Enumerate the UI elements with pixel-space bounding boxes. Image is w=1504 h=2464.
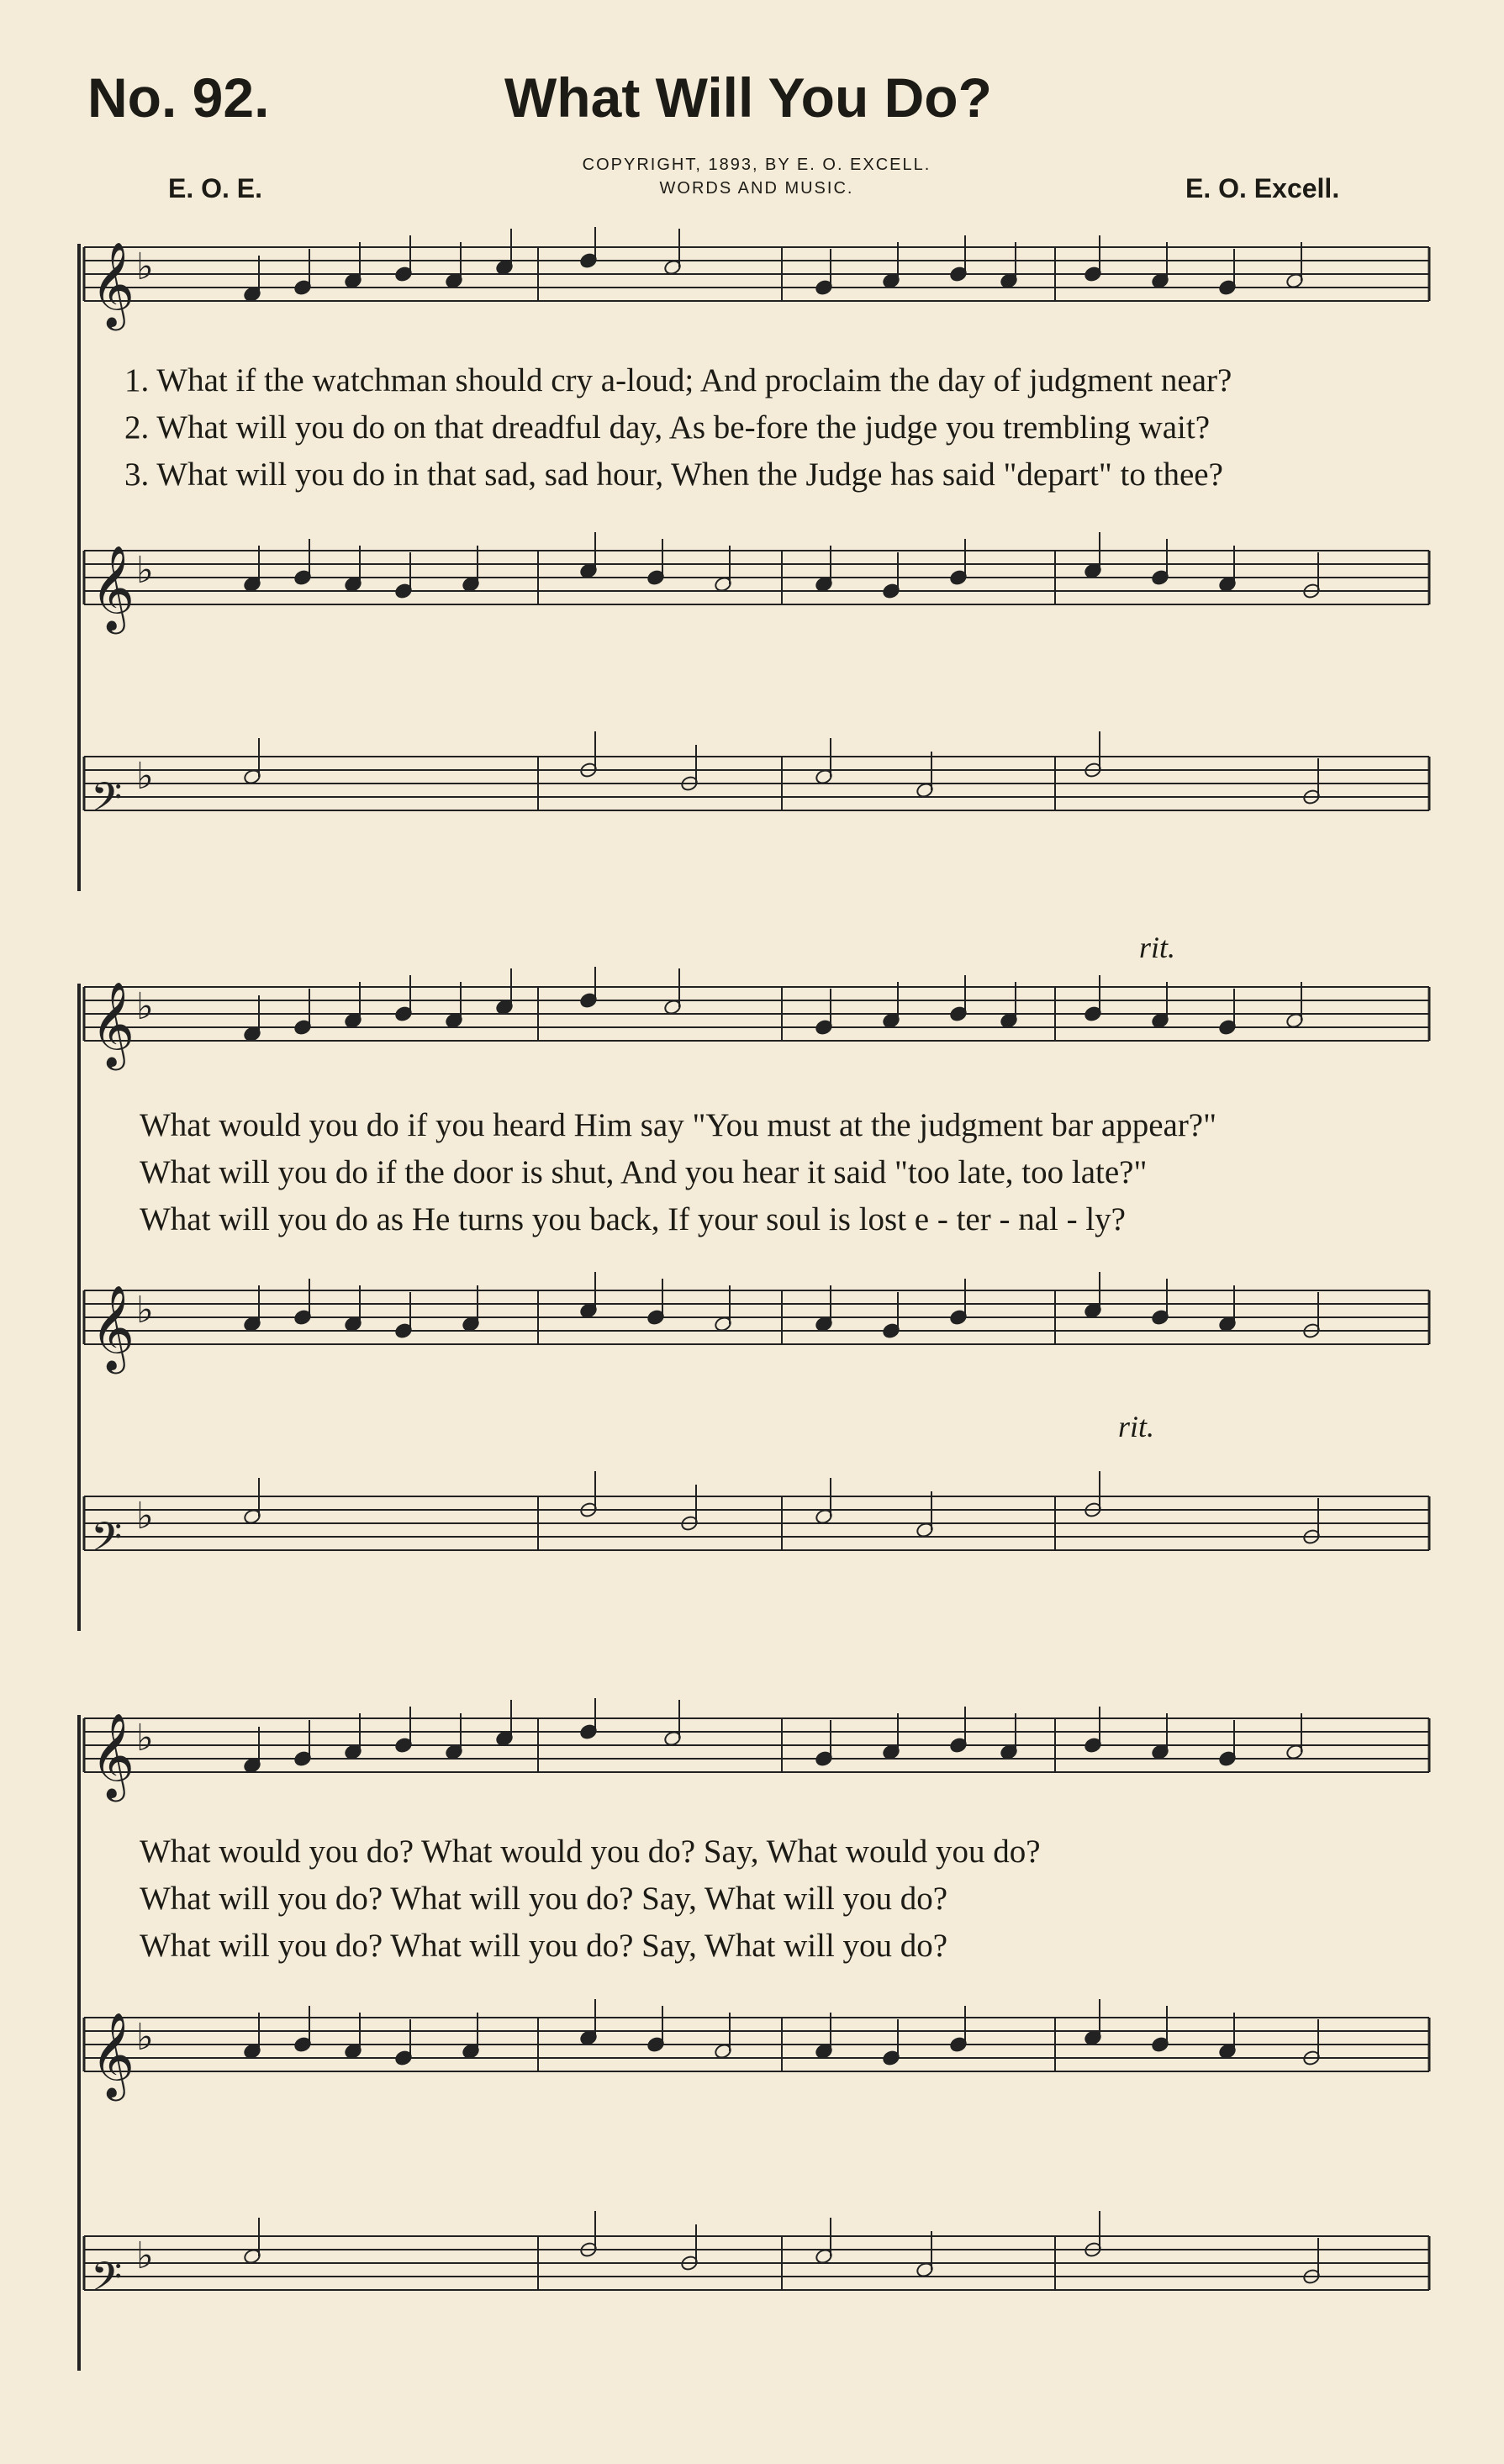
flat-icon: ♭ <box>136 1289 154 1332</box>
verse-2-line: What will you do if the door is shut, And you hear it said "too late, too late?" <box>140 1154 1148 1190</box>
flat-icon: ♭ <box>136 755 154 798</box>
system-1-accomp-treble-staff <box>0 517 1504 685</box>
verse-3-line: What will you do? What will you do? Say, What will you do? <box>140 1928 948 1964</box>
verse-3-line: 3. What will you do in that sad, sad hour, When the Judge has said "depart" to thee? <box>124 456 1223 493</box>
flat-icon: ♭ <box>136 245 154 288</box>
bass-clef-icon: 𝄢 <box>91 2253 123 2310</box>
verses-section-1 <box>0 361 1504 504</box>
copyright-notice <box>471 153 1042 200</box>
system-bracket <box>77 1715 81 2371</box>
copyright-subline: WORDS AND MUSIC. <box>659 179 854 198</box>
verses-section-3 <box>0 1833 1504 1976</box>
treble-clef-icon: 𝄞 <box>91 2011 135 2097</box>
treble-clef-icon: 𝄞 <box>91 240 135 327</box>
system-2-accomp-bass-staff <box>0 1463 1504 1614</box>
flat-icon: ♭ <box>136 2234 154 2277</box>
copyright-line: COPYRIGHT, 1893, BY E. O. EXCELL. <box>582 156 931 174</box>
treble-clef-icon: 𝄞 <box>91 980 135 1067</box>
system-3-melody-staff <box>0 1698 1504 1816</box>
music-author: E. O. Excell. <box>1185 173 1340 203</box>
verse-2-line: 2. What will you do on that dreadful day, As be-fore the judge you trembling wait? <box>124 409 1211 446</box>
flat-icon: ♭ <box>136 1717 154 1760</box>
verse-1-line: What would you do if you heard Him say "You must at the judgment bar appear?" <box>140 1107 1217 1143</box>
flat-icon: ♭ <box>136 1495 154 1538</box>
words-author: E. O. E. <box>168 173 263 203</box>
verse-1-line: What would you do? What would you do? Say, What would you do? <box>140 1833 1041 1870</box>
flat-icon: ♭ <box>136 549 154 592</box>
hymn-title: What Will You Do? <box>504 66 992 129</box>
system-bracket <box>77 244 81 891</box>
system-2-melody-staff <box>0 967 1504 1084</box>
system-3-accomp-treble-staff <box>0 1984 1504 2152</box>
treble-clef-icon: 𝄞 <box>91 1712 135 1798</box>
bass-clef-icon: 𝄢 <box>91 1513 123 1570</box>
verse-3-line: What will you do as He turns you back, If your soul is lost e - ter - nal - ly? <box>140 1201 1126 1237</box>
system-1-accomp-bass-staff <box>0 723 1504 874</box>
system-1-melody-staff <box>0 227 1504 345</box>
bass-clef-icon: 𝄢 <box>91 773 123 831</box>
verses-section-2 <box>0 1106 1504 1249</box>
system-bracket <box>77 984 81 1631</box>
rit-marking-top: rit. <box>1139 931 1176 964</box>
rit-marking-accomp: rit. <box>1118 1410 1155 1443</box>
treble-clef-icon: 𝄞 <box>91 544 135 631</box>
hymn-number: No. 92. <box>87 66 270 129</box>
treble-clef-icon: 𝄞 <box>91 1284 135 1370</box>
system-3-accomp-bass-staff <box>0 2203 1504 2354</box>
flat-icon: ♭ <box>136 2016 154 2059</box>
verse-1-line: 1. What if the watchman should cry a-loud; And proclaim the day of judgment near? <box>124 362 1232 398</box>
flat-icon: ♭ <box>136 985 154 1028</box>
hymn-header <box>0 0 1504 210</box>
system-2-accomp-treble-staff <box>0 1257 1504 1425</box>
verse-2-line: What will you do? What will you do? Say, What will you do? <box>140 1881 948 1917</box>
